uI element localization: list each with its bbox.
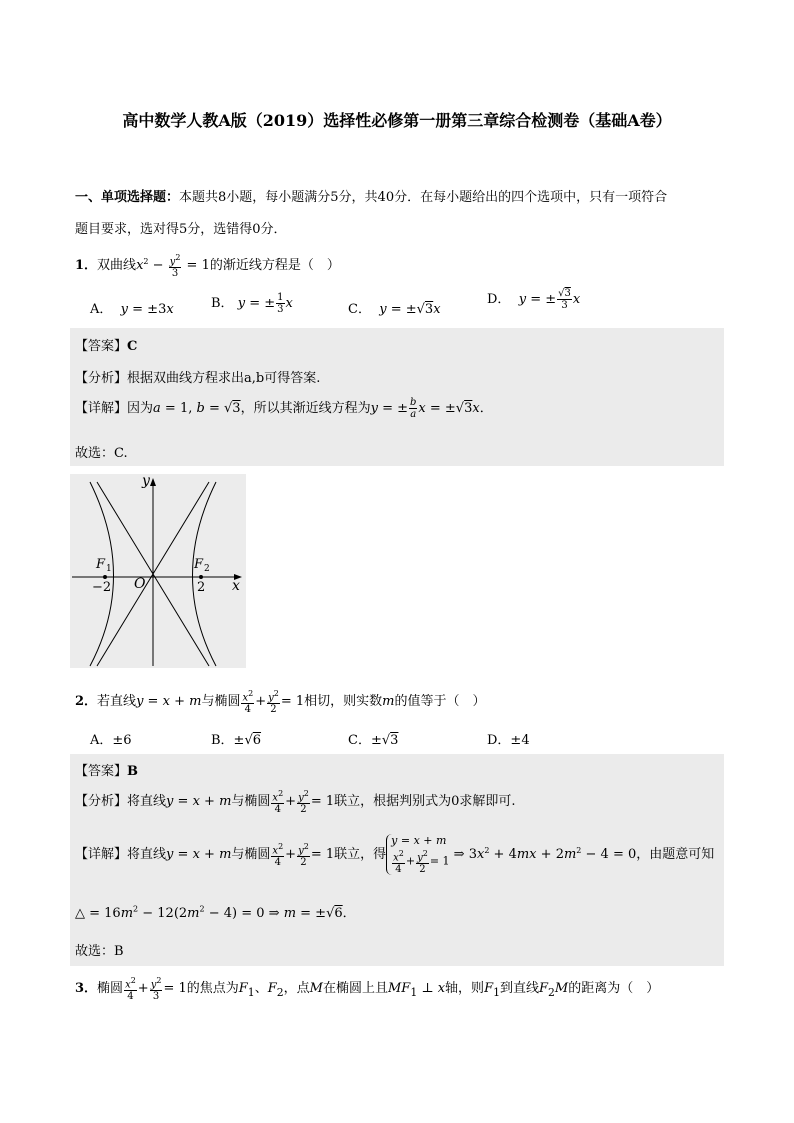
answer-value: C: [127, 339, 138, 354]
analysis-text: 根据双曲线方程求出a,b可得答案.: [127, 371, 321, 386]
detail-text: ．: [479, 401, 493, 416]
analysis-text: 与椭圆: [231, 794, 271, 810]
page-title: 高中数学人教A版（2019）选择性必修第一册第三章综合检测卷（基础A卷）: [122, 111, 672, 130]
option-label: C．: [348, 302, 371, 317]
stem-text: 的距离为（ ）: [568, 981, 660, 997]
stem-text: 双曲线: [97, 258, 137, 274]
section-heading: 一、单项选择题：: [75, 190, 180, 205]
q2-option-b[interactable]: B．±√6: [211, 733, 262, 748]
q2-analysis: 【分析】将直线y = x + m与椭圆 $\frac{x^2}{4}$ + $\frac{y^2}{2}$ = 1联立，根据判别式为0求解即可.: [75, 789, 516, 816]
origin-label: O: [134, 576, 146, 592]
y-axis-arrow: [150, 478, 156, 486]
option-label: C．±: [348, 733, 382, 748]
detail-text: ，所以其渐近线方程为: [240, 401, 371, 416]
detail-text: 联立，得: [334, 847, 387, 863]
stem-text: 椭圆: [97, 981, 124, 997]
q2-detail-cont: △ = $16m^2 - 12(2m^2 - 4) = 0$ ⇒ m = ±√6．: [75, 904, 356, 921]
option-label: B．: [211, 296, 234, 311]
y-axis-label: y: [142, 474, 150, 489]
detail-text: 因为: [127, 401, 154, 416]
q2-detail: 【详解】将直线y = x + m与椭圆 $\frac{x^2}{4}$ + $\frac{y^2}{2}$ = 1联立，得y = x + m $\frac{x^2}{4}$ + $\frac{y^2}{2}$ = 1 ⇒ $3x^2 + 4mx + 2m^2 - 4 = 0$，由题意可知: [75, 834, 715, 876]
section-intro-text: 本题共8小题，每小题满分5分，共40分．在每小题给出的四个选项中，只有一项符合: [179, 190, 668, 205]
detail-text: 与椭圆: [231, 847, 271, 863]
question-3-stem: 3．椭圆 $\frac{x^2}{4}$ + $\frac{y^2}{3}$ = 1的焦点为$F_1$、$F_2$，点M在椭圆上且$MF_1$ ⊥ x轴，则$F_1$到直线$F_2M$的距离为（ ）: [75, 976, 660, 1003]
analysis-text: 将直线: [127, 794, 167, 810]
x-axis-label: x: [232, 578, 240, 594]
stem-text: 轴，则: [445, 981, 485, 997]
focus-1-subscript: 1: [106, 564, 112, 574]
section-intro-line1: [75, 186, 667, 205]
stem-text: 的值等于（ ）: [394, 694, 486, 710]
q1-option-a[interactable]: A． y = ±3x: [90, 302, 174, 317]
stem-text: ，点: [283, 981, 310, 997]
q1-choose: 故选：C.: [75, 446, 128, 461]
answer-label: 【答案】: [75, 764, 128, 779]
question-number: 2．: [75, 694, 98, 710]
stem-text: 到直线: [499, 981, 539, 997]
question-2-stem: 2．若直线y = x + m与椭圆 $\frac{x^2}{4}$ + $\frac{y^2}{2}$ = 1相切，则实数m的值等于（ ）: [75, 689, 486, 716]
stem-text: 的渐近线方程是（ ）: [209, 258, 340, 274]
hyperbola-graph: [70, 474, 246, 668]
q1-answer: [75, 335, 137, 354]
focus-2-point: [199, 575, 203, 579]
detail-label: 【详解】: [75, 847, 128, 863]
focus-1-label: F: [96, 557, 106, 572]
option-label: B．±: [211, 733, 245, 748]
q2-answer: [75, 760, 138, 779]
stem-text: 在椭圆上且: [322, 981, 388, 997]
stem-text: 若直线: [97, 694, 137, 710]
focus-1-point: [103, 575, 107, 579]
q2-option-d[interactable]: D．±4: [487, 733, 530, 748]
q1-option-b[interactable]: B． y = ± $\frac{1}{3}$ x: [211, 292, 293, 315]
detail-text: 将直线: [127, 847, 167, 863]
q1-detail: 【详解】因为a = 1, b = √3，所以其渐近线方程为y = ± $\frac{b}{a}$ x = ±√3x．: [75, 397, 493, 420]
answer-label: 【答案】: [75, 339, 128, 354]
fraction: $\frac{y^2}{3}$: [169, 253, 181, 280]
tick-label-pos: 2: [197, 580, 206, 595]
analysis-label: 【分析】: [75, 794, 128, 810]
equation-system: y = x + m $\frac{x^2}{4}$ + $\frac{y^2}{2}$ = 1: [386, 834, 449, 875]
q1-analysis: [75, 367, 320, 386]
focus-2-subscript: 2: [204, 564, 210, 574]
analysis-text: 联立，根据判别式为0求解即可.: [334, 794, 516, 810]
question-number: 3．: [75, 981, 98, 997]
detail-label: 【详解】: [75, 401, 128, 416]
q2-option-a[interactable]: A．±6: [90, 733, 132, 748]
stem-text: 相切，则实数: [304, 694, 383, 710]
stem-text: 与椭圆: [201, 694, 241, 710]
section-intro-line2: 题目要求，选对得5分，选错得0分．: [75, 222, 287, 237]
q1-option-d[interactable]: D． y = ± $\frac{√3}{3}$ x: [487, 288, 581, 311]
stem-text: 的焦点为: [186, 981, 239, 997]
q2-option-c[interactable]: C．±√3: [348, 733, 399, 748]
question-number: 1．: [75, 258, 98, 274]
hyperbola-figure: [70, 474, 246, 668]
analysis-label: 【分析】: [75, 371, 128, 386]
q1-option-c[interactable]: C． y = ±√3x: [348, 302, 441, 317]
focus-2-label: F: [194, 557, 204, 572]
option-label: D．: [487, 292, 511, 307]
q2-choose: 故选：B: [75, 944, 124, 959]
question-1-stem: 1．双曲线$x^2$ − $\frac{y^2}{3}$ = 1的渐近线方程是（ ）: [75, 253, 340, 280]
option-label: A．: [90, 302, 113, 317]
tick-label-neg: −2: [92, 580, 112, 595]
detail-text: ，由题意可知: [636, 847, 715, 863]
answer-value: B: [127, 764, 139, 779]
hyperbola-right-branch: [193, 482, 217, 666]
hyperbola-left-branch: [90, 482, 114, 666]
